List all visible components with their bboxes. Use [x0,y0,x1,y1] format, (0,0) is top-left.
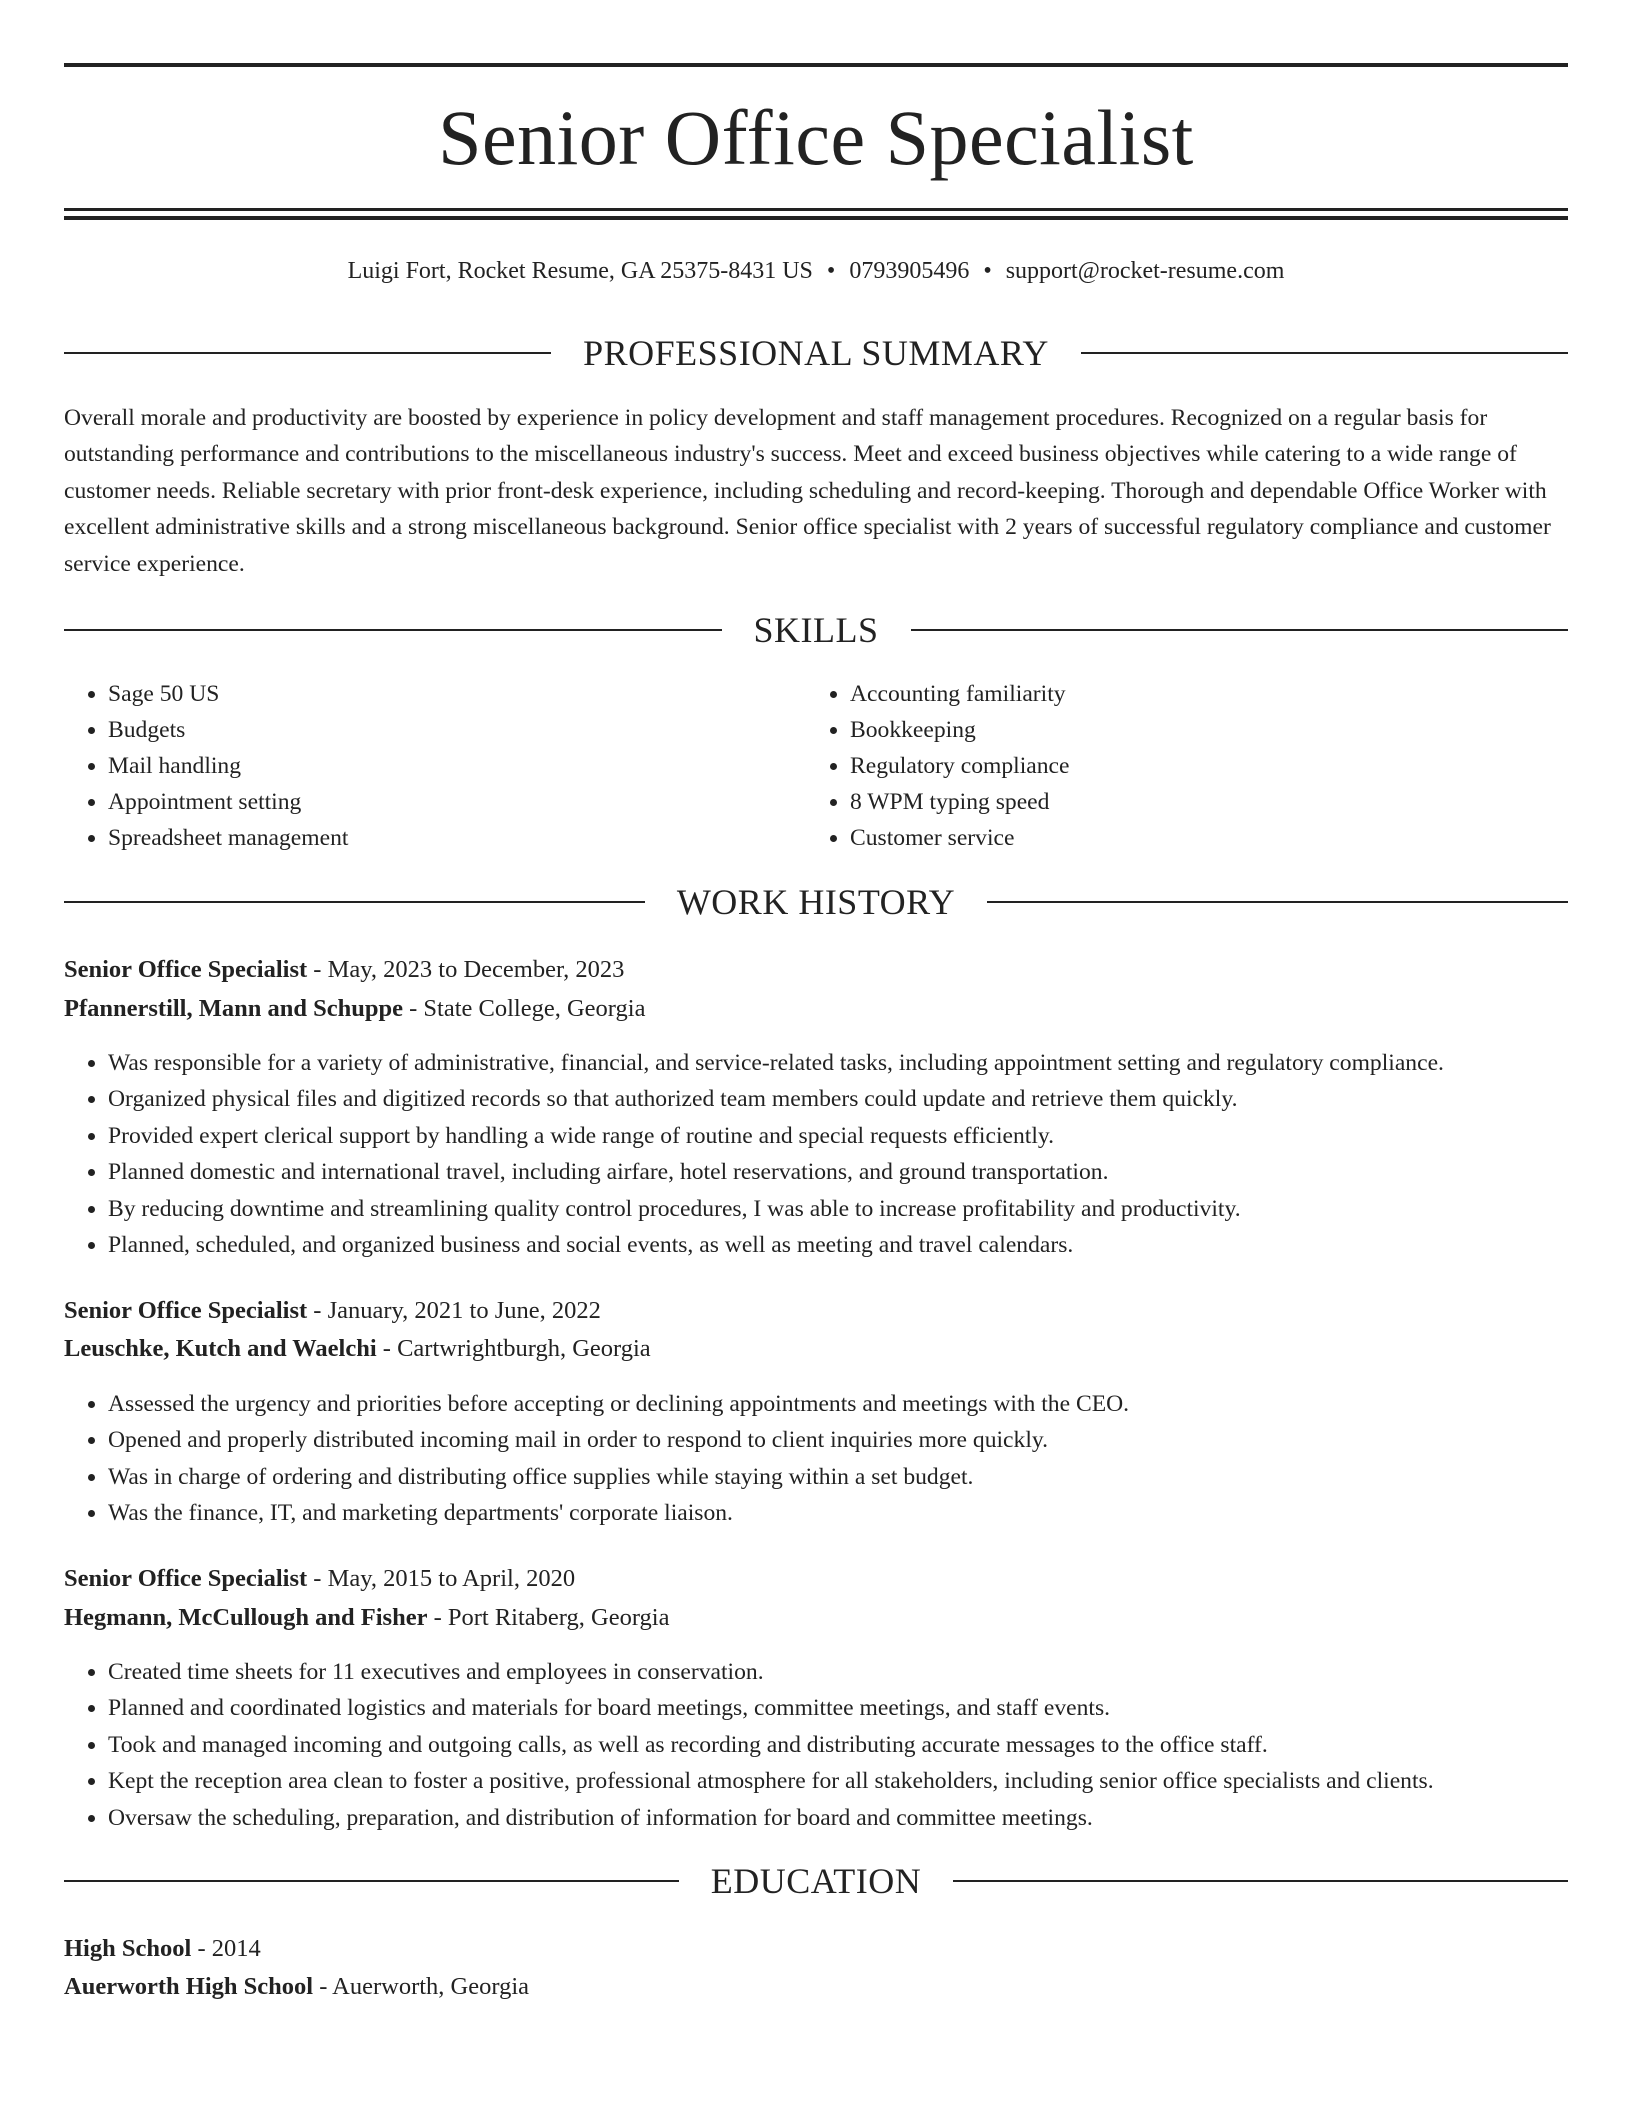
education-location: - Auerworth, Georgia [313,1973,529,2000]
job-location: - Cartwrightburgh, Georgia [376,1335,651,1362]
job-dates: - May, 2015 to April, 2020 [307,1565,576,1592]
heading-rule-right [987,901,1568,903]
skill-item: • Budgets [108,712,348,748]
job-company-line [64,1332,651,1366]
duty-item: • Created time sheets for 11 executives and employees in conservation. [108,1654,1568,1690]
skill-item: • Regulatory compliance [850,748,1069,784]
job-title: Senior Office Specialist [64,956,308,983]
job-title: Senior Office Specialist [64,1297,308,1324]
skill-item: • Sage 50 US [108,676,348,712]
skills-section-heading [64,608,1568,652]
work-history-heading-text: WORK HISTORY [676,882,956,922]
duty-item: • Provided expert clerical support by handling a wide range of routine and special requests efficiently. [108,1118,1568,1154]
duty-item: • Was in charge of ordering and distributing office supplies while staying within a set budget. [108,1459,1568,1495]
duty-item: • Planned and coordinated logistics and materials for board meetings, committee meetings, and staff events. [108,1690,1568,1726]
skill-item: • Appointment setting [108,784,348,820]
job-location: - State College, Georgia [403,995,646,1022]
duty-item: • Kept the reception area clean to foster a positive, professional atmosphere for all stakeholders, including senior office specialists and clients. [108,1763,1568,1799]
job-company: Hegmann, McCullough and Fisher [64,1604,428,1631]
duty-item: • Planned, scheduled, and organized business and social events, as well as meeting and travel calendars. [108,1227,1568,1263]
contact-line [64,254,1568,288]
job-duties-list [64,1386,1568,1532]
job-duties-list [64,1654,1568,1836]
double-rule-upper [64,208,1568,211]
education-section-heading [64,1859,1568,1903]
job-company: Pfannerstill, Mann and Schuppe [64,995,403,1022]
job-title-line [64,953,624,987]
job-location: - Port Ritaberg, Georgia [427,1604,670,1631]
job-dates: - May, 2023 to December, 2023 [307,956,625,983]
summary-paragraph: Overall morale and productivity are boosted by experience in policy development and staff management procedures. Recognized on a regular basis for outstanding performance and contributions to the miscellaneous industry's success. Meet and exceed business objectives while catering to a wide range of customer needs. Reliable secretary with prior front-desk experience, including scheduling and record-keeping. Thorough and dependable Office Worker with excellent administrative skills and a strong miscellaneous background. Senior office specialist with 2 years of successful regulatory compliance and customer service experience. [64,405,1551,577]
contact-email: support@rocket-resume.com [1005,258,1285,284]
heading-rule-left [64,1880,679,1882]
education-school-line [64,1970,529,2004]
duty-item: • Opened and properly distributed incoming mail in order to respond to client inquiries more quickly. [108,1422,1568,1458]
education-degree: High School [64,1935,192,1962]
heading-rule-right [1081,352,1568,354]
heading-rule-left [64,352,551,354]
skill-item: • Mail handling [108,748,348,784]
skills-column-right [806,676,1069,856]
education-degree-line [64,1932,261,1966]
duty-item: • Took and managed incoming and outgoing calls, as well as recording and distributing accurate messages to the office staff. [108,1727,1568,1763]
summary-section-heading [64,331,1568,375]
education-school: Auerworth High School [64,1973,314,2000]
job-title-line [64,1562,575,1596]
job-duties-list [64,1045,1568,1263]
resume-name-heading: Senior Office Specialist [438,94,1194,181]
skill-item: • Bookkeeping [850,712,1069,748]
duty-item: • Planned domestic and international travel, including airfare, hotel reservations, and ground transportation. [108,1154,1568,1190]
job-company-line [64,992,645,1026]
duty-item: • Was the finance, IT, and marketing departments' corporate liaison. [108,1495,1568,1531]
duty-item: • By reducing downtime and streamlining quality control procedures, I was able to increase profitability and productivity. [108,1191,1568,1227]
heading-rule-right [953,1880,1568,1882]
duty-item: • Oversaw the scheduling, preparation, and distribution of information for board and committee meetings. [108,1800,1568,1836]
job-dates: - January, 2021 to June, 2022 [307,1297,601,1324]
contact-separator: • [983,258,992,284]
heading-rule-left [64,629,722,631]
job-title-line [64,1294,601,1328]
skills-column-left [64,676,348,856]
duty-item: • Organized physical files and digitized records so that authorized team members could update and retrieve them quickly. [108,1081,1568,1117]
top-rule [64,63,1568,67]
skill-item: • 8 WPM typing speed [850,784,1069,820]
skill-item: • Spreadsheet management [108,820,348,856]
contact-separator: • [826,258,836,284]
job-title: Senior Office Specialist [64,1565,308,1592]
job-company-line [64,1601,669,1635]
summary-heading-text: PROFESSIONAL SUMMARY [583,333,1049,373]
duty-item: • Assessed the urgency and priorities before accepting or declining appointments and meetings with the CEO. [108,1386,1568,1422]
skills-heading-text: SKILLS [753,610,879,650]
contact-address: Luigi Fort, Rocket Resume, GA 25375-8431 US [347,258,813,284]
heading-rule-right [911,629,1569,631]
job-company: Leuschke, Kutch and Waelchi [64,1335,377,1362]
contact-phone: 0793905496 [849,258,970,284]
work-history-section-heading [64,880,1568,924]
skill-item: • Accounting familiarity [850,676,1069,712]
education-year: - 2014 [191,1935,261,1962]
heading-rule-left [64,901,645,903]
duty-item: • Was responsible for a variety of administrative, financial, and service-related tasks, including appointment setting and regulatory compliance. [108,1045,1568,1081]
double-rule-lower [64,216,1568,220]
education-heading-text: EDUCATION [710,1861,922,1901]
skill-item: • Customer service [850,820,1069,856]
